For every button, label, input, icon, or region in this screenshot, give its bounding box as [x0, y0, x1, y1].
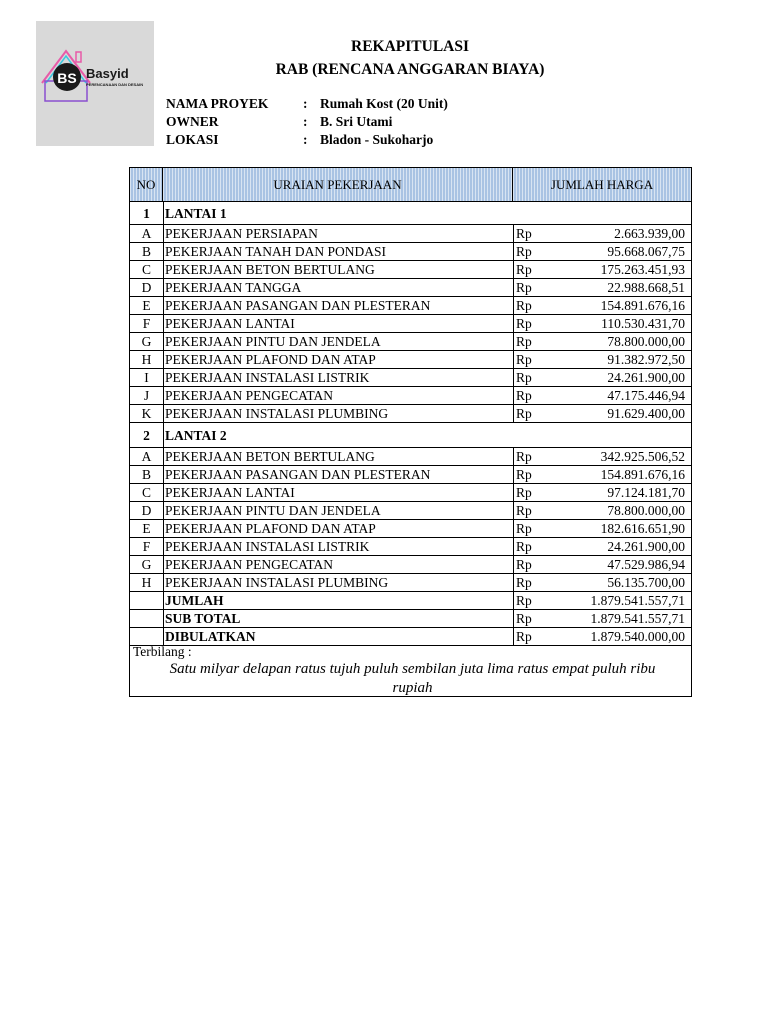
info-colon: : [303, 114, 308, 129]
total-amount: 1.879.541.557,71 [590, 593, 685, 608]
item-currency: Rp [516, 280, 532, 295]
item-no: F [130, 315, 164, 332]
company-logo [36, 21, 154, 146]
table-row [130, 574, 691, 592]
item-amount: 182.616.651,90 [600, 521, 685, 536]
terbilang-label: Terbilang : [133, 644, 192, 659]
item-currency: Rp [516, 503, 532, 518]
info-value: Bladon - Sukoharjo [320, 132, 434, 147]
item-currency: Rp [516, 316, 532, 331]
item-no: J [130, 387, 164, 404]
item-name: PEKERJAAN INSTALASI PLUMBING [165, 406, 389, 421]
total-amount: 1.879.540.000,00 [590, 629, 685, 644]
info-colon: : [303, 96, 308, 111]
item-currency: Rp [516, 298, 532, 313]
table-row [130, 225, 691, 243]
table-row [130, 405, 691, 423]
item-currency: Rp [516, 467, 532, 482]
item-no: G [130, 556, 164, 573]
table-row [130, 466, 691, 484]
info-label: LOKASI [166, 132, 219, 147]
item-currency: Rp [516, 352, 532, 367]
item-name: PEKERJAAN INSTALASI PLUMBING [165, 575, 389, 590]
item-no: A [130, 448, 164, 465]
info-value: B. Sri Utami [320, 114, 393, 129]
item-name: PEKERJAAN PENGECATAN [165, 388, 334, 403]
item-amount: 47.175.446,94 [607, 388, 685, 403]
section-title: LANTAI 1 [165, 206, 227, 221]
table-row [130, 502, 691, 520]
item-no: D [130, 279, 164, 296]
item-no: D [130, 502, 164, 519]
item-no: K [130, 405, 164, 422]
item-no: H [130, 351, 164, 368]
item-amount: 175.263.451,93 [600, 262, 685, 277]
total-row-dibulatkan [130, 628, 691, 646]
item-name: PEKERJAAN TANGGA [165, 280, 302, 295]
info-label: OWNER [166, 114, 219, 129]
rab-table [129, 167, 692, 697]
total-currency: Rp [516, 611, 532, 626]
item-name: PEKERJAAN LANTAI [165, 485, 295, 500]
total-currency: Rp [516, 593, 532, 608]
item-currency: Rp [516, 557, 532, 572]
info-label: NAMA PROYEK [166, 96, 269, 111]
section-row-lantai-2 [130, 423, 691, 448]
item-amount: 47.529.986,94 [607, 557, 685, 572]
item-amount: 154.891.676,16 [600, 298, 685, 313]
item-no: I [130, 369, 164, 386]
item-name: PEKERJAAN PENGECATAN [165, 557, 334, 572]
header-no: NO [130, 168, 163, 202]
item-currency: Rp [516, 521, 532, 536]
item-currency: Rp [516, 388, 532, 403]
item-currency: Rp [516, 370, 532, 385]
table-row [130, 351, 691, 369]
item-amount: 91.629.400,00 [607, 406, 685, 421]
item-amount: 22.988.668,51 [607, 280, 685, 295]
item-amount: 97.124.181,70 [607, 485, 685, 500]
terbilang-line-2: rupiah [392, 680, 433, 696]
item-name: PEKERJAAN PINTU DAN JENDELA [165, 334, 381, 349]
table-row [130, 333, 691, 351]
item-no: B [130, 466, 164, 483]
table-row [130, 448, 691, 466]
total-amount: 1.879.541.557,71 [590, 611, 685, 626]
item-no: A [130, 225, 164, 242]
header-uraian: URAIAN PEKERJAAN [163, 168, 513, 202]
item-currency: Rp [516, 575, 532, 590]
item-amount: 78.800.000,00 [607, 503, 685, 518]
item-currency: Rp [516, 334, 532, 349]
item-amount: 2.663.939,00 [614, 226, 685, 241]
item-currency: Rp [516, 226, 532, 241]
item-amount: 342.925.506,52 [600, 449, 685, 464]
item-no: C [130, 484, 164, 501]
item-amount: 91.382.972,50 [607, 352, 685, 367]
item-name: PEKERJAAN PASANGAN DAN PLESTERAN [165, 467, 431, 482]
item-name: PEKERJAAN BETON BERTULANG [165, 262, 375, 277]
item-currency: Rp [516, 539, 532, 554]
logo-tagline: PERENCANAAN DAN DESAIN [86, 82, 144, 87]
item-name: PEKERJAAN INSTALASI LISTRIK [165, 370, 370, 385]
item-name: PEKERJAAN PASANGAN DAN PLESTERAN [165, 298, 431, 313]
item-name: PEKERJAAN BETON BERTULANG [165, 449, 375, 464]
table-row [130, 243, 691, 261]
info-value: Rumah Kost (20 Unit) [320, 96, 448, 111]
table-row [130, 387, 691, 405]
item-name: PEKERJAAN TANAH DAN PONDASI [165, 244, 387, 259]
item-amount: 95.668.067,75 [607, 244, 685, 259]
item-name: PEKERJAAN LANTAI [165, 316, 295, 331]
total-row-subtotal [130, 610, 691, 628]
table-row [130, 297, 691, 315]
total-label: JUMLAH [165, 593, 224, 608]
section-number: 2 [130, 423, 164, 447]
table-row [130, 538, 691, 556]
item-name: PEKERJAAN PLAFOND DAN ATAP [165, 352, 376, 367]
item-currency: Rp [516, 244, 532, 259]
table-row [130, 556, 691, 574]
item-amount: 154.891.676,16 [600, 467, 685, 482]
total-label: DIBULATKAN [165, 629, 256, 644]
info-colon: : [303, 132, 308, 147]
table-row [130, 315, 691, 333]
item-amount: 24.261.900,00 [607, 539, 685, 554]
section-title: LANTAI 2 [165, 428, 227, 443]
section-number: 1 [130, 202, 164, 224]
item-amount: 110.530.431,70 [601, 316, 685, 331]
header-harga: JUMLAH HARGA [513, 168, 691, 202]
total-row-jumlah [130, 592, 691, 610]
table-row [130, 484, 691, 502]
item-currency: Rp [516, 406, 532, 421]
item-currency: Rp [516, 262, 532, 277]
page-title: REKAPITULASI [351, 38, 469, 55]
item-no: G [130, 333, 164, 350]
page-subtitle: RAB (RENCANA ANGGARAN BIAYA) [275, 61, 545, 78]
item-name: PEKERJAAN PERSIAPAN [165, 226, 318, 241]
item-amount: 56.135.700,00 [607, 575, 685, 590]
logo-initials: BS [57, 70, 77, 86]
item-no: C [130, 261, 164, 278]
logo-brand: Basyid [86, 66, 129, 81]
table-row [130, 279, 691, 297]
item-no: B [130, 243, 164, 260]
item-no: H [130, 574, 164, 591]
total-currency: Rp [516, 629, 532, 644]
table-row [130, 520, 691, 538]
section-row-lantai-1 [130, 202, 691, 225]
item-no: F [130, 538, 164, 555]
item-no: E [130, 297, 164, 314]
item-amount: 78.800.000,00 [607, 334, 685, 349]
item-amount: 24.261.900,00 [607, 370, 685, 385]
item-name: PEKERJAAN PLAFOND DAN ATAP [165, 521, 376, 536]
item-currency: Rp [516, 449, 532, 464]
terbilang-line-1: Satu milyar delapan ratus tujuh puluh sembilan juta lima ratus empat puluh ribu [169, 661, 656, 677]
item-name: PEKERJAAN INSTALASI LISTRIK [165, 539, 370, 554]
item-currency: Rp [516, 485, 532, 500]
table-row [130, 369, 691, 387]
table-row [130, 261, 691, 279]
item-name: PEKERJAAN PINTU DAN JENDELA [165, 503, 381, 518]
total-label: SUB TOTAL [165, 611, 241, 626]
item-no: E [130, 520, 164, 537]
